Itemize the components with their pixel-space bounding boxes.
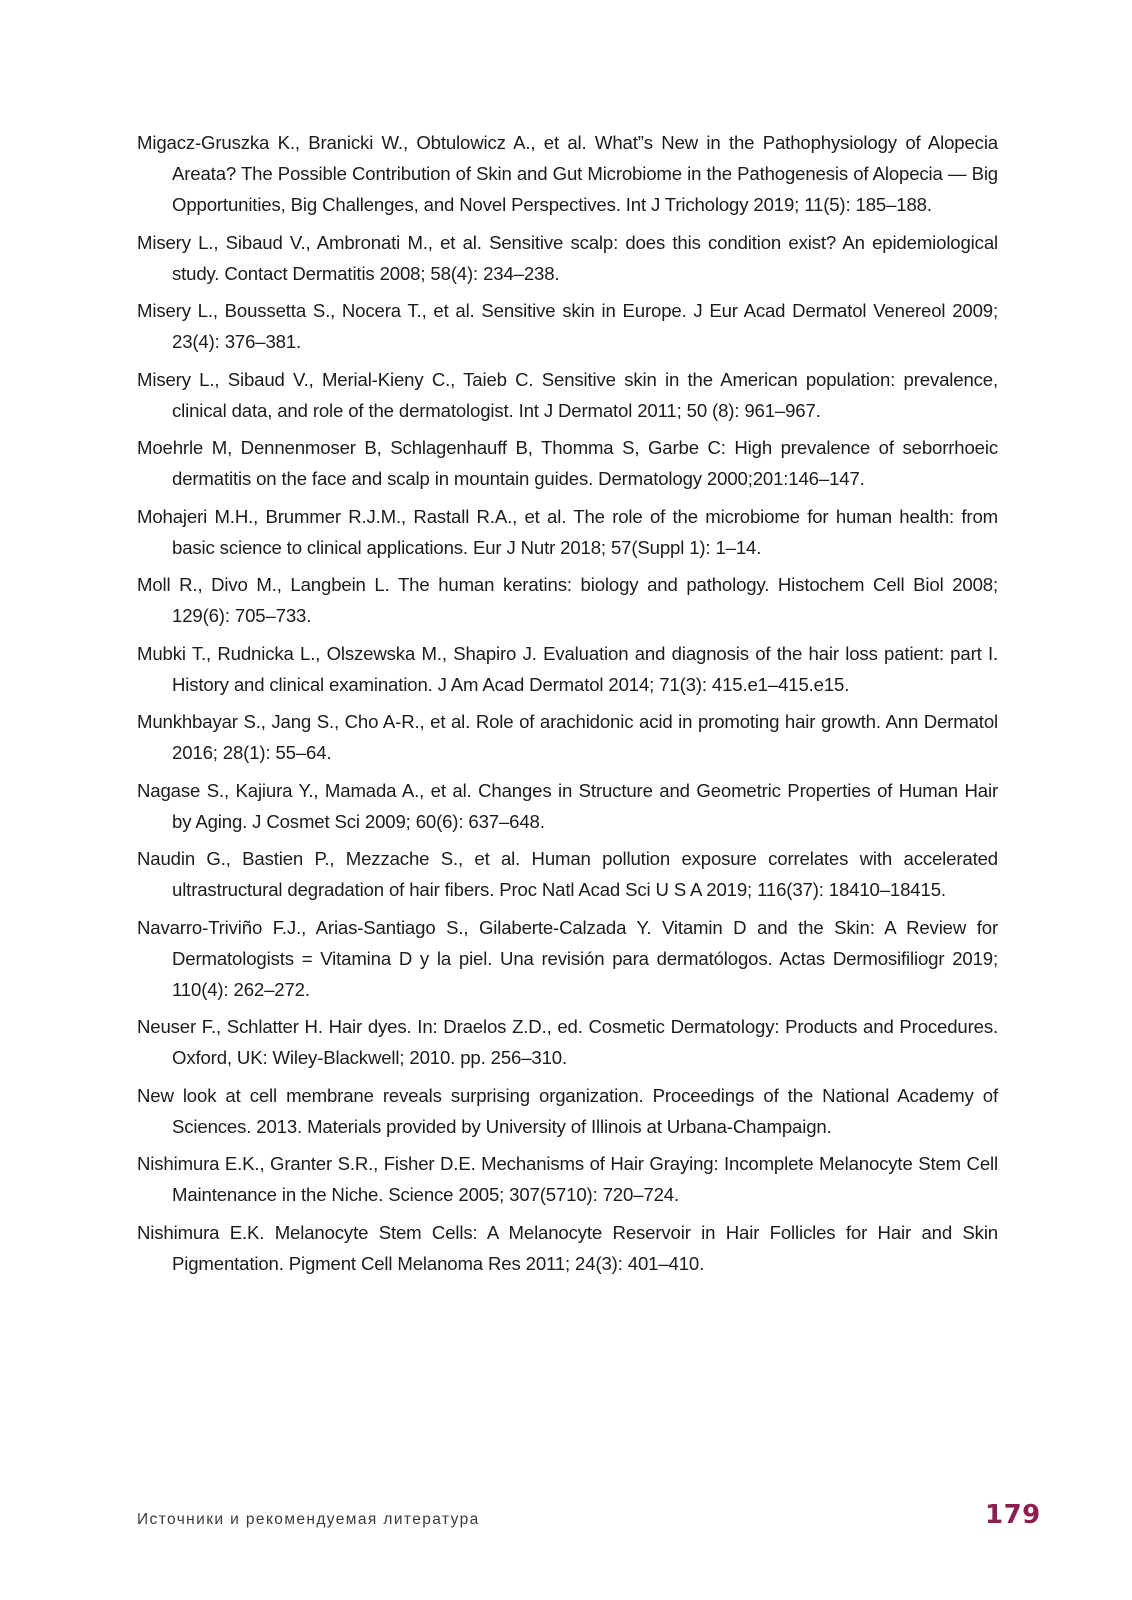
reference-item: Nishimura E.K., Granter S.R., Fisher D.E. Mechanisms of Hair Graying: Incomplete Melanocyte Stem Cell Maintenance in the Niche. Science 2005; 307(5710): 720–724. <box>137 1153 998 1205</box>
reference-item: Misery L., Boussetta S., Nocera T., et al. Sensitive skin in Europe. J Eur Acad Dermatol Venereol 2009; 23(4): 376–381. <box>137 300 998 352</box>
reference-item: Mohajeri M.H., Brummer R.J.M., Rastall R.A., et al. The role of the microbiome for human health: from basic science to clinical applications. Eur J Nutr 2018; 57(Suppl 1): 1–14. <box>137 505 998 558</box>
reference-item: Misery L., Sibaud V., Ambronati M., et al. Sensitive scalp: does this condition exist? An epidemiological study. Contact Dermatitis 2008; 58(4): 234–238. <box>137 231 998 284</box>
reference-list <box>137 127 998 1285</box>
reference-item: Moll R., Divo M., Langbein L. The human keratins: biology and pathology. Histochem Cell Biol 2008; 129(6): 705–733. <box>137 574 998 626</box>
reference-item: Migacz-Gruszka K., Branicki W., Obtulowicz A., et al. What”s New in the Pathophysiology of Alopecia Areata? The Possible Contribution of Skin and Gut Microbiome in the Pathogenesis of Alopecia — Big Opportunities, Big Challenges, and Novel Perspectives. Int J Trichology 2019; 11(5): 185–188. <box>137 132 998 215</box>
footer-section-title: Источники и рекомендуемая литература <box>137 1511 480 1528</box>
reference-item: Moehrle M, Dennenmoser B, Schlagenhauff B, Thomma S, Garbe C: High prevalence of seborrhoeic dermatitis on the face and scalp in mountain guides. Dermatology 2000;201:146–147. <box>137 437 998 489</box>
reference-item: Neuser F., Schlatter H. Hair dyes. In: Draelos Z.D., ed. Cosmetic Dermatology: Products and Procedures. Oxford, UK: Wiley-Blackwell; 2010. pp. 256–310. <box>137 1016 998 1068</box>
reference-item: Munkhbayar S., Jang S., Cho A-R., et al. Role of arachidonic acid in promoting hair growth. Ann Dermatol 2016; 28(1): 55–64. <box>137 711 998 763</box>
reference-item: Misery L., Sibaud V., Merial-Kieny C., Taieb C. Sensitive skin in the American population: prevalence, clinical data, and role of the dermatologist. Int J Dermatol 2011; 50 (8): 961–967. <box>137 368 998 421</box>
reference-item: New look at cell membrane reveals surprising organization. Proceedings of the National Academy of Sciences. 2013. Materials provided by University of Illinois at Urbana-Champaign. <box>137 1084 998 1137</box>
reference-item: Navarro-Triviño F.J., Arias-Santiago S., Gilaberte-Calzada Y. Vitamin D and the Skin: A Review for Dermatologists = Vitamina D y la piel. Una revisión para dermatólogos. Actas Dermosifiliogr 2019; 110(4): 262–272. <box>137 916 998 1000</box>
reference-item: Mubki T., Rudnicka L., Olszewska M., Shapiro J. Evaluation and diagnosis of the hair loss patient: part I. History and clinical examination. J Am Acad Dermatol 2014; 71(3): 415.e1–415.e15. <box>137 642 998 695</box>
page-number: 179 <box>985 1500 1041 1530</box>
reference-item: Nagase S., Kajiura Y., Mamada A., et al. Changes in Structure and Geometric Properties of Human Hair by Aging. J Cosmet Sci 2009; 60(6): 637–648. <box>137 779 998 832</box>
reference-item: Naudin G., Bastien P., Mezzache S., et al. Human pollution exposure correlates with accelerated ultrastructural degradation of hair fibers. Proc Natl Acad Sci U S A 2019; 116(37): 18410–18415. <box>137 848 998 900</box>
reference-item: Nishimura E.K. Melanocyte Stem Cells: A Melanocyte Reservoir in Hair Follicles for Hair and Skin Pigmentation. Pigment Cell Melanoma Res 2011; 24(3): 401–410. <box>137 1221 998 1274</box>
